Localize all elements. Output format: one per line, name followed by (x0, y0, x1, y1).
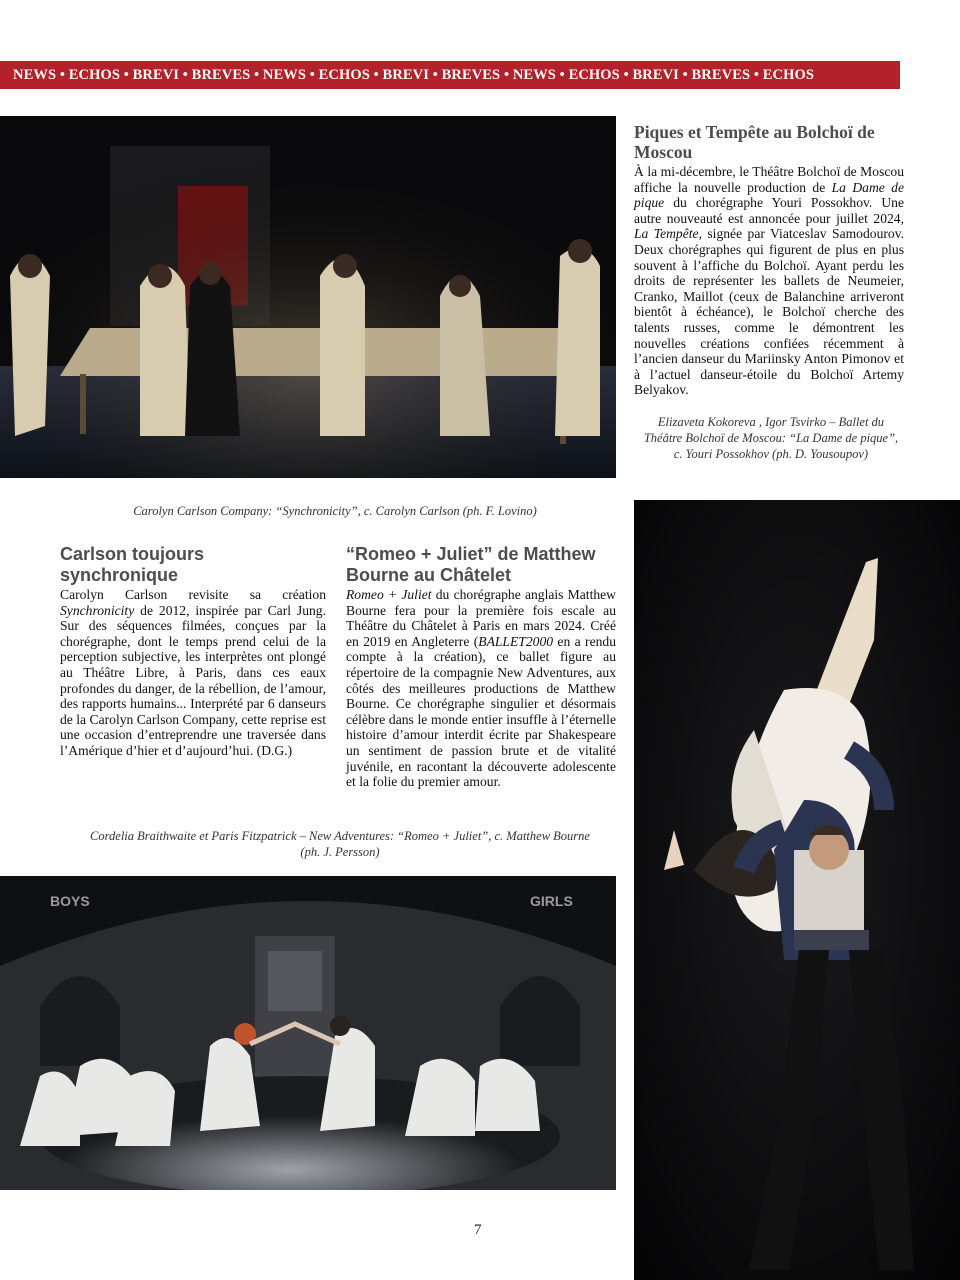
bolchoi-body: À la mi-décembre, le Théâtre Bolchoï de Moscou affiche la nouvelle production de La Dame de pique du chorégraphe Youri Possokhov. Une autre nouveauté est annoncée pour juillet 2024, La Tempête, signée par Viatceslav Samodourov. Deux chorégraphes qui figurent de plus en plus souvent à l’affiche du Bolchoï. Ayant perdu les droits de représenter les ballets de Neumeier, Cranko, Maillot (ceux de Balanchine arriveront bientôt à échéance), le Bolchoï cherche des talents russes, comme le démontrent les nouvelles créations confiées récemment à l’ancien danseur du Mariinsky Anton Pimonov et à l’actuel danseur-étoile du Bolchoï Artemy Belyakov. (634, 164, 905, 398)
romeo-title: “Romeo + Juliet” de Matthew Bourne au Châtelet (346, 544, 596, 585)
romeo-group-photo (0, 876, 616, 1190)
carlson-title: Carlson toujours synchronique (60, 544, 205, 585)
page-number: 7 (474, 1222, 482, 1238)
news-banner: NEWS • ECHOS • BREVI • BREVES • NEWS • ECHOS • BREVI • BREVES • NEWS • ECHOS • BREVI • BREVES • ECHOS (0, 61, 900, 89)
carlson-caption: Carolyn Carlson Company: “Synchronicity”, c. Carolyn Carlson (ph. F. Lovino) (133, 504, 537, 518)
boys-sign: BOYS (50, 893, 90, 909)
carlson-stage-photo (0, 116, 616, 478)
bolchoi-title: Piques et Tempête au Bolchoï de Moscou (634, 122, 875, 162)
romeo-lift-photo (634, 500, 960, 1280)
bolchoi-caption: Elizaveta Kokoreva , Igor Tsvirko – Ballet du Théâtre Bolchoï de Moscou: “La Dame de pique”, c. Youri Possokhov (ph. D. Yousoupov) (643, 415, 899, 461)
carlson-body: Carolyn Carlson revisite sa création Synchronicity de 2012, inspirée par Carl Jung. Sur des séquences filmées, conçues par la chorégraphe, dont le temps prend celui de la perception subjective, les interprètes ont plongé au Théâtre Libre, à Paris, dans ces eaux profondes du danger, de la rébellion, de l’amour, des rapports humains... Interprété par 6 danseurs de la Carolyn Carlson Company, cette reprise est une occasion d’entreprendre une traversée dans l’Amérique d’hier et d’aujourd’hui. (D.G.) (60, 587, 326, 758)
romeo-body: Romeo + Juliet du chorégraphe anglais Matthew Bourne fera pour la première fois escale au Théâtre du Châtelet à Paris en mars 2024. Créé en 2019 en Angleterre (BALLET2000 en a rendu compte à la création), ce ballet figure au répertoire de la compagnie New Adventures, aux côtés des meilleures productions de Matthew Bourne. Ce chorégraphe singulier et désormais célèbre dans le monde entier insuffle à l’éternelle histoire d’amour interdit écrite par Shakespeare un sentiment de passion brute et de vitalité juvénile, en racontant la découverte adolescente et la folie du premier amour. (346, 587, 616, 790)
girls-sign: GIRLS (530, 893, 573, 909)
romeo-caption: Cordelia Braithwaite et Paris Fitzpatrick – New Adventures: “Romeo + Juliet”, c. Matthew Bourne (ph. J. Persson) (90, 829, 590, 859)
